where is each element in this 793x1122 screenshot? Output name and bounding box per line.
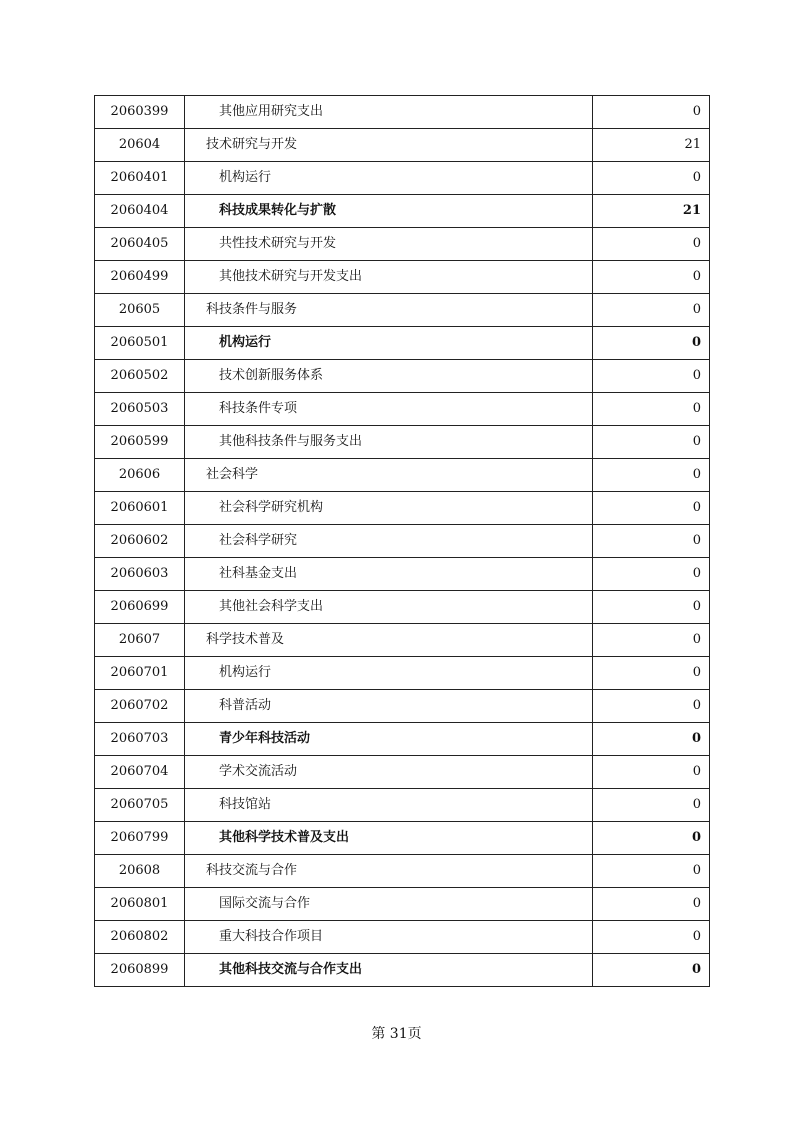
subject-code-cell: 2060701 [95,657,185,690]
subject-code-cell: 2060401 [95,162,185,195]
amount-cell: 0 [593,591,710,624]
subject-name-cell: 社会科学研究机构 [185,492,593,525]
amount-cell: 0 [593,558,710,591]
subject-name-cell: 科学技术普及 [185,624,593,657]
subject-name-cell: 技术研究与开发 [185,129,593,162]
subject-name-cell: 社科基金支出 [185,558,593,591]
amount-cell: 0 [593,162,710,195]
table-row [95,855,710,888]
amount-cell: 0 [593,492,710,525]
subject-code-cell: 2060705 [95,789,185,822]
page-number: 第 31页 [371,1026,422,1042]
table-row [95,360,710,393]
amount-cell: 0 [593,393,710,426]
subject-name-cell: 国际交流与合作 [185,888,593,921]
table-row [95,492,710,525]
amount-cell: 0 [593,756,710,789]
subject-code-cell: 2060802 [95,921,185,954]
subject-code-cell: 20605 [95,294,185,327]
amount-cell: 21 [593,195,710,228]
amount-cell: 0 [593,426,710,459]
amount-cell: 21 [593,129,710,162]
subject-name-cell: 机构运行 [185,657,593,690]
subject-name-cell: 社会科学研究 [185,525,593,558]
table-row [95,294,710,327]
amount-cell: 0 [593,855,710,888]
subject-code-cell: 2060499 [95,261,185,294]
amount-cell: 0 [593,294,710,327]
amount-cell: 0 [593,327,710,360]
subject-code-cell: 2060799 [95,822,185,855]
subject-name-cell: 科普活动 [185,690,593,723]
amount-cell: 0 [593,690,710,723]
subject-name-cell: 其他应用研究支出 [185,96,593,129]
subject-code-cell: 2060603 [95,558,185,591]
table-row [95,756,710,789]
subject-code-cell: 2060405 [95,228,185,261]
table-row [95,129,710,162]
subject-code-cell: 2060404 [95,195,185,228]
subject-name-cell: 重大科技合作项目 [185,921,593,954]
amount-cell: 0 [593,459,710,492]
subject-name-cell: 机构运行 [185,327,593,360]
subject-name-cell: 共性技术研究与开发 [185,228,593,261]
table-row [95,96,710,129]
amount-cell: 0 [593,96,710,129]
subject-name-cell: 科技条件与服务 [185,294,593,327]
amount-cell: 0 [593,228,710,261]
amount-cell: 0 [593,525,710,558]
table-row [95,921,710,954]
budget-table [94,95,710,987]
table-row [95,624,710,657]
subject-name-cell: 科技成果转化与扩散 [185,195,593,228]
amount-cell: 0 [593,822,710,855]
amount-cell: 0 [593,954,710,987]
subject-code-cell: 2060602 [95,525,185,558]
amount-cell: 0 [593,360,710,393]
subject-code-cell: 20604 [95,129,185,162]
table-row [95,591,710,624]
table-row [95,558,710,591]
amount-cell: 0 [593,921,710,954]
subject-code-cell: 20608 [95,855,185,888]
subject-name-cell: 科技交流与合作 [185,855,593,888]
table-row [95,657,710,690]
subject-code-cell: 20607 [95,624,185,657]
budget-table-body [95,96,710,987]
subject-name-cell: 其他技术研究与开发支出 [185,261,593,294]
table-row [95,162,710,195]
table-row [95,525,710,558]
table-row [95,327,710,360]
table-row [95,228,710,261]
subject-name-cell: 青少年科技活动 [185,723,593,756]
table-row [95,393,710,426]
subject-name-cell: 科技馆站 [185,789,593,822]
subject-code-cell: 2060703 [95,723,185,756]
subject-code-cell: 2060399 [95,96,185,129]
subject-name-cell: 其他科技条件与服务支出 [185,426,593,459]
subject-name-cell: 其他科技交流与合作支出 [185,954,593,987]
amount-cell: 0 [593,888,710,921]
table-row [95,426,710,459]
subject-name-cell: 其他社会科学支出 [185,591,593,624]
subject-code-cell: 2060502 [95,360,185,393]
subject-name-cell: 机构运行 [185,162,593,195]
table-row [95,690,710,723]
subject-code-cell: 2060899 [95,954,185,987]
subject-name-cell: 其他科学技术普及支出 [185,822,593,855]
subject-code-cell: 2060801 [95,888,185,921]
subject-name-cell: 技术创新服务体系 [185,360,593,393]
subject-name-cell: 科技条件专项 [185,393,593,426]
table-row [95,822,710,855]
amount-cell: 0 [593,624,710,657]
subject-code-cell: 2060501 [95,327,185,360]
table-row [95,459,710,492]
table-row [95,888,710,921]
table-row [95,789,710,822]
subject-name-cell: 学术交流活动 [185,756,593,789]
subject-code-cell: 2060702 [95,690,185,723]
table-row [95,723,710,756]
table-row [95,195,710,228]
subject-name-cell: 社会科学 [185,459,593,492]
amount-cell: 0 [593,723,710,756]
table-row [95,954,710,987]
subject-code-cell: 20606 [95,459,185,492]
subject-code-cell: 2060599 [95,426,185,459]
amount-cell: 0 [593,261,710,294]
subject-code-cell: 2060704 [95,756,185,789]
table-row [95,261,710,294]
subject-code-cell: 2060601 [95,492,185,525]
subject-code-cell: 2060699 [95,591,185,624]
amount-cell: 0 [593,657,710,690]
subject-code-cell: 2060503 [95,393,185,426]
amount-cell: 0 [593,789,710,822]
